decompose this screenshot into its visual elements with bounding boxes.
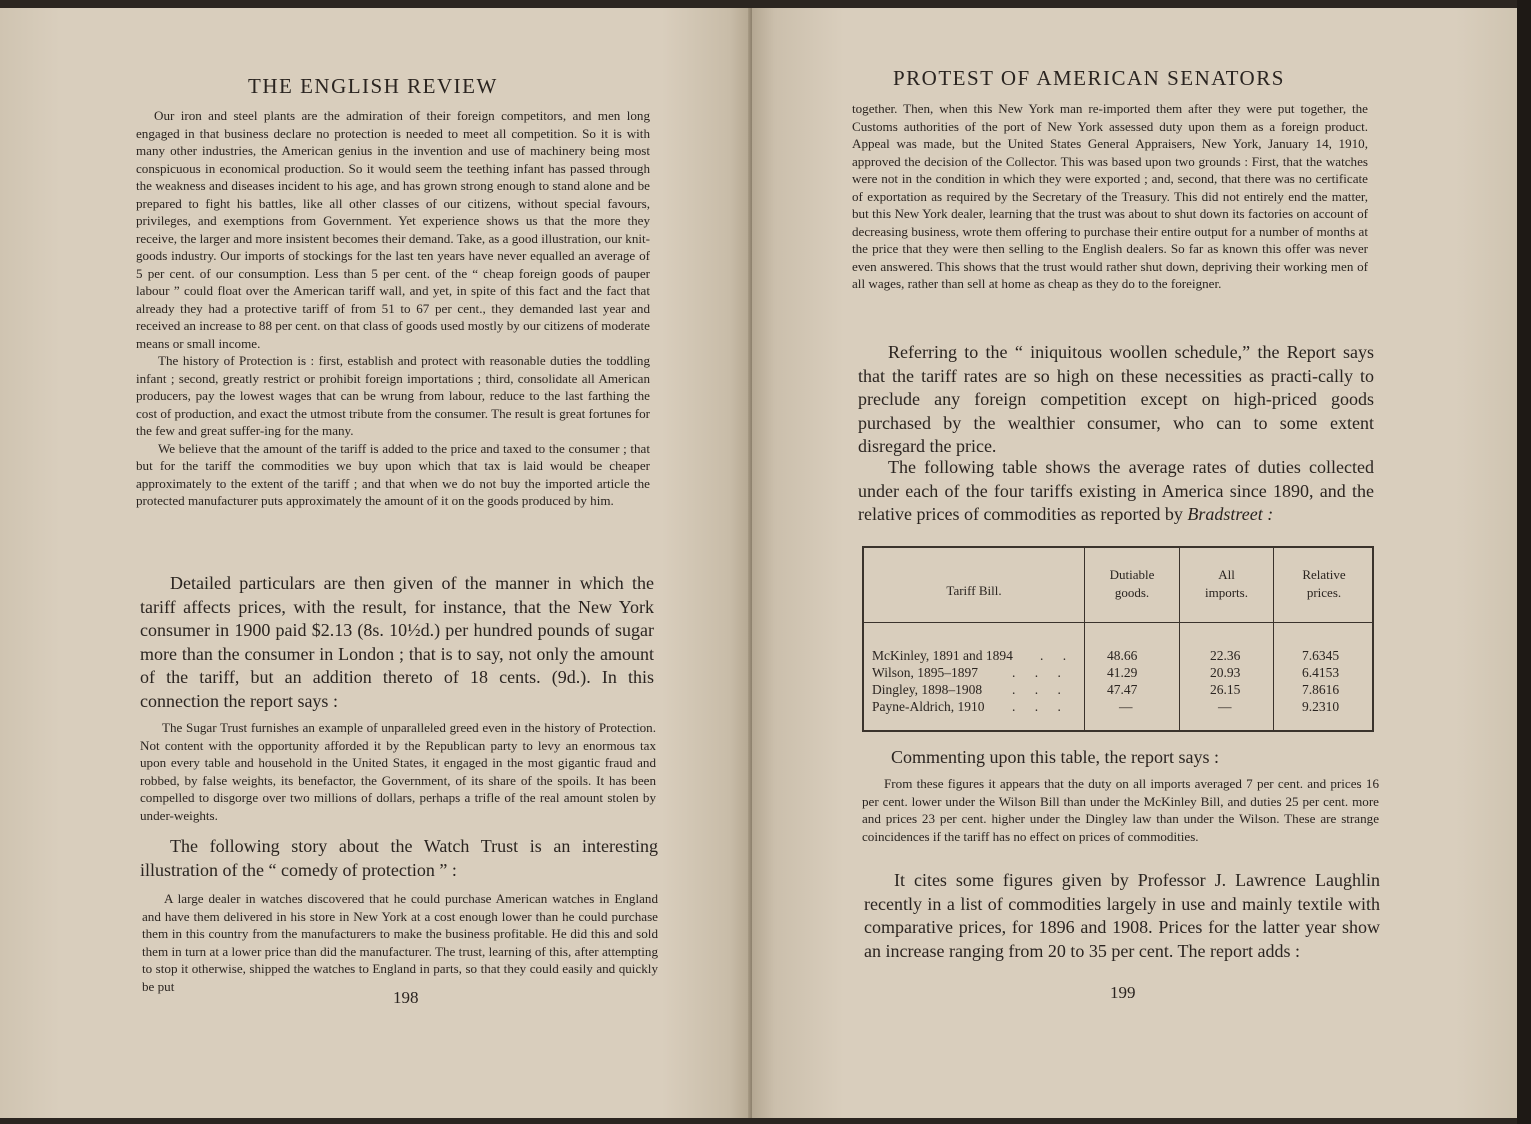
header-line: Relative: [1302, 567, 1346, 582]
table-row: [864, 665, 1372, 682]
cell-dutiable: 47.47: [1107, 682, 1138, 697]
cell-bill: McKinley, 1891 and 1894: [872, 648, 1013, 663]
quote-paragraph: The history of Protection is : first, establish and protect with reasonable duties the toddling infant ; second, greatly restrict or prohibit foreign importations ; third, consolidate all American producers, pay the lowest wages that can be wrung from labour, reduce to the last farthing the cost of production, and exact the utmost tribute from the consumer. The result is great fortunes for the few and great suffer-ing for the many.: [136, 353, 650, 438]
header-relative-prices: [1274, 566, 1374, 602]
page-number-left: 198: [393, 988, 419, 1007]
quote-paragraph: Our iron and steel plants are the admiration of their foreign competitors, and men long engaged in that business declare no protection is needed to meet all competition. So it is with many other industries, the American genius in the invention and use of machinery being most conspicuous in economical production. So it would seem the teething infant has passed through the weakness and diseases incident to his age, and has grown strong enough to stand alone and be prepared to fight his battles, like all other classes of our citizens, without special favours, privileges, and exemptions from Government. Yet experience shows us that the more they receive, the larger and more insistent becomes their demand. Take, as a good illustration, our knit-goods industry. Our imports of stockings for the last ten years have never equalled an average of 5 per cent. of our consumption. Less than 5 per cent. of the “ cheap foreign goods of pauper labour ” could float over the American tariff wall, and yet, in spite of this fact and the fact that already they had a protective tariff of from 51 to 67 per cent., they demanded last year and received an increase to 88 per cent. on that class of goods used mostly by our citizens of moderate means or small income.: [136, 108, 650, 351]
table-row: [864, 699, 1372, 716]
cell-relative: 6.4153: [1302, 665, 1340, 680]
cell-relative: 9.2310: [1302, 699, 1340, 714]
header-line: Dutiable: [1109, 567, 1155, 582]
body-paragraph: It cites some figures given by Professor J. Lawrence Laughlin recently in a list of commodities largely in use and mainly textile with comparative prices, for 1896 and 1908. Prices for the latter year show an increase ranging from 20 to 35 per cent. The report adds :: [864, 870, 1380, 961]
quote-watch-dealer: [142, 890, 658, 995]
cell-dutiable: —: [1119, 699, 1133, 714]
page-number-right: 199: [1110, 983, 1136, 1002]
header-tariff-bill: Tariff Bill.: [946, 583, 1002, 598]
quote-watch-continued: [852, 100, 1368, 293]
body-table-intro: [858, 456, 1374, 527]
source-bradstreet: Bradstreet :: [1187, 504, 1274, 524]
body-detailed-particulars: [140, 572, 654, 713]
running-head-left: THE ENGLISH REVIEW: [248, 74, 498, 98]
cell-all-imports: —: [1218, 699, 1232, 714]
header-dutiable-goods: [1085, 566, 1179, 602]
body-paragraph: The following story about the Watch Trust is an interesting illustration of the “ comedy of protection ” :: [140, 836, 658, 880]
cell-relative: 7.6345: [1302, 648, 1340, 663]
cell-all-imports: 20.93: [1210, 665, 1241, 680]
quote-iron-steel: [136, 107, 650, 510]
table-intro-text: The following table shows the average rates of duties collected under each of the four tariffs existing in America since 1890, and the relative prices of commodities as reported by: [858, 457, 1374, 524]
cell-leader: . . .: [1012, 699, 1069, 714]
cell-bill: Dingley, 1898–1908: [872, 682, 983, 697]
book-edge: [1517, 0, 1531, 1124]
body-paragraph: Commenting upon this table, the report says :: [891, 747, 1219, 767]
body-watch-trust: [140, 835, 658, 882]
table-row: [864, 682, 1372, 699]
cell-dutiable: 41.29: [1107, 665, 1138, 680]
cell-dutiable: 48.66: [1107, 648, 1138, 663]
body-woollen-schedule: [858, 341, 1374, 459]
body-paragraph: Referring to the “ iniquitous woollen schedule,” the Report says that the tariff rates are so high on these necessities as practi-cally to preclude any foreign competition except on high-priced goods purchased by the wealthier consumer, who can to some extent disregard the price.: [858, 342, 1374, 456]
cell-leader: . .: [1040, 648, 1075, 663]
quote-figures: [862, 775, 1379, 845]
quote-paragraph: A large dealer in watches discovered that he could purchase American watches in England and have them delivered in his store in New York at a cost enough lower than he could purchase them in this country from the manufacturers to make the business profitable. He did this and sold them in turn at a lower price than did the manufacturer. The trust, learning of this, after attempting to stop it otherwise, shipped the watches to England in parts, so that they could easily and quickly be put: [142, 891, 658, 994]
cell-bill: Payne-Aldrich, 1910: [872, 699, 985, 714]
body-laughlin: [864, 869, 1380, 963]
left-page: [0, 8, 752, 1118]
right-page: [752, 8, 1517, 1118]
header-line: imports.: [1205, 585, 1248, 600]
body-paragraph: [858, 456, 1374, 527]
cell-leader: . . .: [1012, 665, 1069, 680]
cell-all-imports: 22.36: [1210, 648, 1241, 663]
tariff-table: [862, 546, 1374, 732]
cell-leader: . . .: [1012, 682, 1069, 697]
header-line: prices.: [1306, 585, 1342, 600]
quote-paragraph: From these figures it appears that the duty on all imports averaged 7 per cent. and prices 16 per cent. lower under the Wilson Bill than under the McKinley Bill, and duties 25 per cent. more and prices 23 per cent. higher under the Dingley law than under the Wilson. These are strange coincidences if the tariff has no effect on prices of commodities.: [862, 776, 1379, 844]
quote-paragraph: The Sugar Trust furnishes an example of unparalleled greed even in the history of Protection. Not content with the opportunity afforded it by the Republican party to levy an enormous tax upon every table and household in the United States, it engaged in the most gigantic fraud and robbed, by false weights, its benefactor, the Government, of its share of the spoils. It has been compelled to disgorge over two millions of dollars, perhaps a trifle of the real amount stolen by under-weights.: [140, 720, 656, 823]
body-paragraph: Detailed particulars are then given of the manner in which the tariff affects prices, with the result, for instance, that the New York consumer in 1900 paid $2.13 (8s. 10½d.) per hundred pounds of sugar more than the consumer in London ; that is to say, not only the amount of the tariff, but an addition thereto of 18 cents. (9d.). In this connection the report says :: [140, 573, 654, 711]
running-head-right: PROTEST OF AMERICAN SENATORS: [893, 66, 1285, 90]
header-line: All: [1218, 567, 1235, 582]
cell-relative: 7.8616: [1302, 682, 1340, 697]
table-header-rule: [864, 622, 1372, 623]
cell-bill: Wilson, 1895–1897: [872, 665, 978, 680]
header-all-imports: [1180, 566, 1273, 602]
cell-all-imports: 26.15: [1210, 682, 1241, 697]
body-commenting: [891, 746, 1391, 770]
quote-sugar-trust: [140, 719, 656, 824]
table-row: [864, 648, 1372, 665]
quote-paragraph: We believe that the amount of the tariff is added to the price and taxed to the consumer ; that but for the tariff the commodities we buy upon which that tax is laid would be cheaper approximately to the extent of the tariff ; and that when we do not buy the imported article the protected manufacturer puts approximately the amount of it on the goods produced by him.: [136, 440, 650, 508]
header-line: goods.: [1114, 585, 1150, 600]
quote-paragraph: together. Then, when this New York man re-imported them after they were put together, the Customs authorities of the port of New York assessed duty upon them as a foreign product. Appeal was made, but the United States General Appraisers, New York, January 14, 1910, approved the decision of the Collector. This was based upon two grounds : First, that the watches were not in the condition in which they were exported ; and, second, that there was no certificate of exportation as required by the Secretary of the Treasury. This did not entirely end the matter, but this New York dealer, learning that the trust was about to shut down its factories on account of decreasing business, wrote them offering to purchase their entire output for a number of months at the price that they were then selling to the English dealers. So far as known this offer was never even answered. This shows that the trust would rather shut down, depriving their working men of all wages, rather than sell at home as cheap as they do to the foreigner.: [852, 101, 1368, 291]
